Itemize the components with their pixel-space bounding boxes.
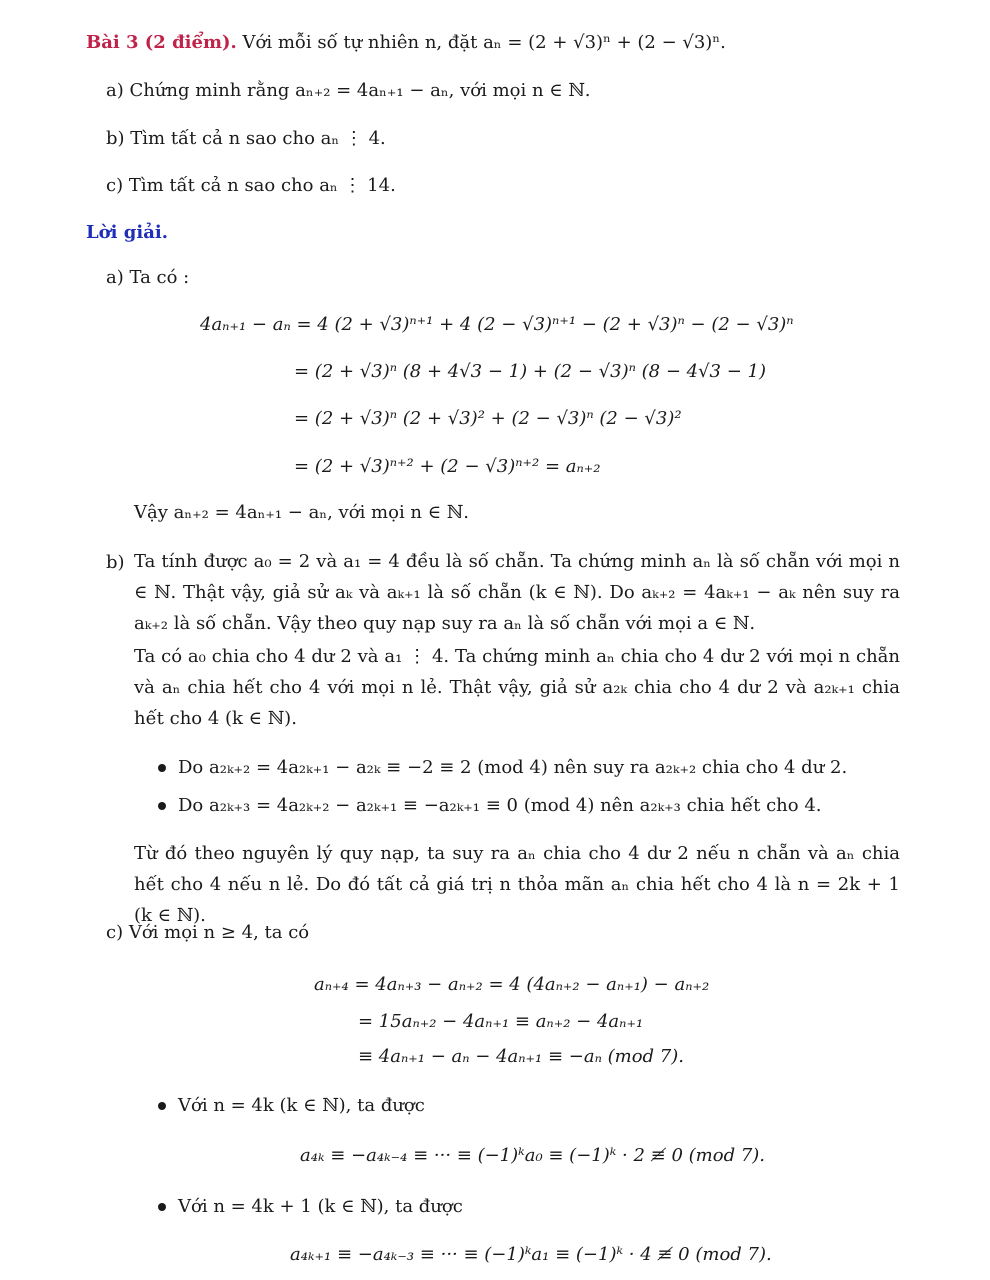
solution-a-equation-1: 4aₙ₊₁ − aₙ = 4 (2 + √3)ⁿ⁺¹ + 4 (2 − √3)ⁿ⁺¹ − (2 + √3)ⁿ − (2 − √3)ⁿ (200, 314, 794, 335)
problem-part-c: c) Tìm tất cả n sao cho aₙ ⋮ 14. (106, 175, 396, 196)
problem-part-a: a) Chứng minh rằng aₙ₊₂ = 4aₙ₊₁ − aₙ, với mọi n ∈ ℕ. (106, 80, 591, 101)
solution-b-bullet-2: Do a₂ₖ₊₃ = 4a₂ₖ₊₂ − a₂ₖ₊₁ ≡ −a₂ₖ₊₁ ≡ 0 (mod 4) nên a₂ₖ₊₃ chia hết cho 4. (178, 795, 822, 816)
solution-heading: Lời giải. (86, 222, 168, 243)
bullet-icon (158, 802, 166, 810)
solution-c-equation-2: = 15aₙ₊₂ − 4aₙ₊₁ ≡ aₙ₊₂ − 4aₙ₊₁ (358, 1011, 644, 1032)
solution-b-label: b) (106, 552, 125, 573)
problem-intro: Với mỗi số tự nhiên n, đặt aₙ = (2 + √3)ⁿ + (2 − √3)ⁿ. (242, 32, 726, 53)
problem-part-b: b) Tìm tất cả n sao cho aₙ ⋮ 4. (106, 128, 386, 149)
solution-c-equation-5: a₄ₖ₊₁ ≡ −a₄ₖ₋₃ ≡ ··· ≡ (−1)ᵏa₁ ≡ (−1)ᵏ · 4 ≢ 0 (mod 7). (290, 1244, 772, 1265)
bullet-icon (158, 764, 166, 772)
solution-c-equation-4: a₄ₖ ≡ −a₄ₖ₋₄ ≡ ··· ≡ (−1)ᵏa₀ ≡ (−1)ᵏ · 2 ≢ 0 (mod 7). (300, 1145, 766, 1166)
bullet-icon (158, 1102, 166, 1110)
bullet-icon (158, 1203, 166, 1211)
solution-c-equation-1: aₙ₊₄ = 4aₙ₊₃ − aₙ₊₂ = 4 (4aₙ₊₂ − aₙ₊₁) − aₙ₊₂ (314, 974, 710, 995)
solution-c-equation-3: ≡ 4aₙ₊₁ − aₙ − 4aₙ₊₁ ≡ −aₙ (mod 7). (358, 1046, 684, 1067)
solution-a-equation-3: = (2 + √3)ⁿ (2 + √3)² + (2 − √3)ⁿ (2 − √3)² (294, 408, 682, 429)
solution-c-intro: c) Với mọi n ≥ 4, ta có (106, 922, 310, 943)
solution-c-bullet-2: Với n = 4k + 1 (k ∈ ℕ), ta được (178, 1196, 463, 1217)
solution-c-bullet-1: Với n = 4k (k ∈ ℕ), ta được (178, 1095, 425, 1116)
solution-b-paragraph-3: Từ đó theo nguyên lý quy nạp, ta suy ra aₙ chia cho 4 dư 2 nếu n chẵn và aₙ chia hết cho 4 nếu n lẻ. Do đó tất cả giá trị n thỏa mãn aₙ chia hết cho 4 là n = 2k + 1 (k ∈ ℕ). (134, 843, 900, 926)
solution-a-equation-4: = (2 + √3)ⁿ⁺² + (2 − √3)ⁿ⁺² = aₙ₊₂ (294, 456, 601, 477)
problem-title: Bài 3 (2 điểm). (86, 32, 237, 53)
solution-a-equation-2: = (2 + √3)ⁿ (8 + 4√3 − 1) + (2 − √3)ⁿ (8 − 4√3 − 1) (294, 361, 766, 382)
solution-a-conclusion: Vậy aₙ₊₂ = 4aₙ₊₁ − aₙ, với mọi n ∈ ℕ. (134, 502, 469, 523)
problem-line (86, 30, 726, 56)
solution-b-bullet-1: Do a₂ₖ₊₂ = 4a₂ₖ₊₁ − a₂ₖ ≡ −2 ≡ 2 (mod 4) nên suy ra a₂ₖ₊₂ chia cho 4 dư 2. (178, 757, 848, 778)
solution-b-paragraph-2: Ta có a₀ chia cho 4 dư 2 và a₁ ⋮ 4. Ta chứng minh aₙ chia cho 4 dư 2 với mọi n chẵn và aₙ chia hết cho 4 với mọi n lẻ. Thật vậy, giả sử a₂ₖ chia cho 4 dư 2 và a₂ₖ₊₁ chia hết cho 4 (k ∈ ℕ). (134, 646, 900, 729)
solution-a-intro: a) Ta có : (106, 267, 190, 288)
solution-b-paragraph-1: Ta tính được a₀ = 2 và a₁ = 4 đều là số chẵn. Ta chứng minh aₙ là số chẵn với mọi n ∈ ℕ. Thật vậy, giả sử aₖ và aₖ₊₁ là số chẵn (k ∈ ℕ). Do aₖ₊₂ = 4aₖ₊₁ − aₖ nên suy ra aₖ₊₂ là số chẵn. Vậy theo quy nạp suy ra aₙ là số chẵn với mọi a ∈ ℕ. (134, 551, 900, 634)
